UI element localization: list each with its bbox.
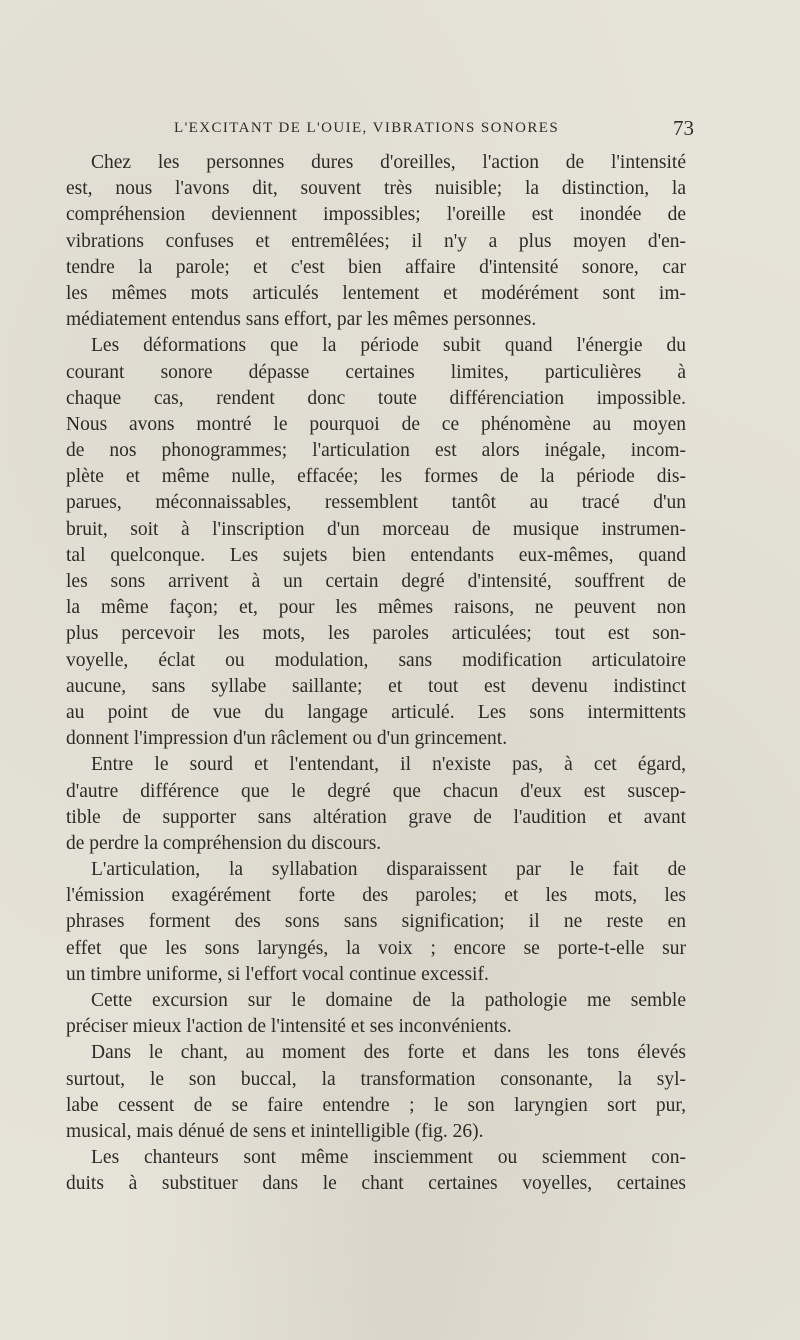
text-line: médiatement entendus sans effort, par les mêmes personnes. xyxy=(66,309,537,331)
text-line: Les chanteurs sont même insciemment ou sciemment con- xyxy=(91,1147,686,1169)
text-line: Nous avons montré le pourquoi de ce phénomène au moyen xyxy=(66,413,686,435)
text-line: tal quelconque. Les sujets bien entendants eux-mêmes, quand xyxy=(66,544,686,566)
text-line: bruit, soit à l'inscription d'un morceau de musique instrumen- xyxy=(66,518,686,540)
text-line: surtout, le son buccal, la transformation consonante, la syl- xyxy=(66,1068,686,1090)
text-line: la même façon; et, pour les mêmes raisons, ne peuvent non xyxy=(66,597,686,619)
text-line: chaque cas, rendent donc toute différenciation impossible. xyxy=(66,387,686,409)
running-head xyxy=(174,116,694,142)
text-line: les sons arrivent à un certain degré d'intensité, souffrent de xyxy=(66,571,686,592)
text-line: duits à substituer dans le chant certaines voyelles, certaines xyxy=(66,1173,686,1195)
running-title: L'EXCITANT DE L'OUIE, VIBRATIONS SONORES xyxy=(174,120,560,136)
text-line: vibrations confuses et entremêlées; il n'y a plus moyen d'en- xyxy=(66,230,686,252)
text-line: effet que les sons laryngés, la voix ; encore se porte-t-elle sur xyxy=(66,937,686,959)
text-line: Entre le sourd et l'entendant, il n'existe pas, à cet égard, xyxy=(91,754,686,776)
text-line: d'autre différence que le degré que chacun d'eux est suscep- xyxy=(66,780,686,802)
text-line: plète et même nulle, effacée; les formes de la période dis- xyxy=(66,466,686,488)
text-line: préciser mieux l'action de l'intensité et ses inconvénients. xyxy=(66,1016,512,1038)
text-line: un timbre uniforme, si l'effort vocal continue excessif. xyxy=(66,963,489,985)
text-line: voyelle, éclat ou modulation, sans modification articulatoire xyxy=(66,649,686,671)
text-line: tible de supporter sans altération grave de l'audition et avant xyxy=(66,806,686,828)
text-line: Dans le chant, au moment des forte et dans les tons élevés xyxy=(91,1042,686,1064)
text-line: Les déformations que la période subit quand l'énergie du xyxy=(91,335,686,357)
page-number: 73 xyxy=(673,116,694,140)
text-line: musical, mais dénué de sens et inintelligible (fig. 26). xyxy=(66,1120,484,1142)
text-line: est, nous l'avons dit, souvent très nuisible; la distinction, la xyxy=(66,178,686,200)
body-text xyxy=(66,150,686,1198)
text-line: de nos phonogrammes; l'articulation est alors inégale, incom- xyxy=(66,440,686,462)
text-line: les mêmes mots articulés lentement et modérément sont im- xyxy=(66,282,686,304)
text-line: l'émission exagérément forte des paroles; et les mots, les xyxy=(66,885,686,907)
text-line: parues, méconnaissables, ressemblent tantôt au tracé d'un xyxy=(66,492,686,514)
text-line: de perdre la compréhension du discours. xyxy=(66,832,382,854)
text-line: aucune, sans syllabe saillante; et tout est devenu indistinct xyxy=(66,675,686,697)
text-line: donnent l'impression d'un râclement ou d'un grincement. xyxy=(66,728,508,750)
text-line: Cette excursion sur le domaine de la pathologie me semble xyxy=(91,990,686,1011)
text-line: tendre la parole; et c'est bien affaire d'intensité sonore, car xyxy=(66,256,686,278)
text-line: Chez les personnes dures d'oreilles, l'action de l'intensité xyxy=(91,152,686,173)
text-line: labe cessent de se faire entendre ; le son laryngien sort pur, xyxy=(66,1094,686,1116)
text-line: L'articulation, la syllabation disparaissent par le fait de xyxy=(91,859,686,881)
text-line: compréhension deviennent impossibles; l'oreille est inondée de xyxy=(66,204,686,226)
text-line: phrases forment des sons sans signification; il ne reste en xyxy=(66,911,686,933)
text-line: au point de vue du langage articulé. Les sons intermittents xyxy=(66,701,686,723)
text-line: plus percevoir les mots, les paroles articulées; tout est son- xyxy=(66,623,686,645)
text-line: courant sonore dépasse certaines limites, particulières à xyxy=(66,361,686,383)
